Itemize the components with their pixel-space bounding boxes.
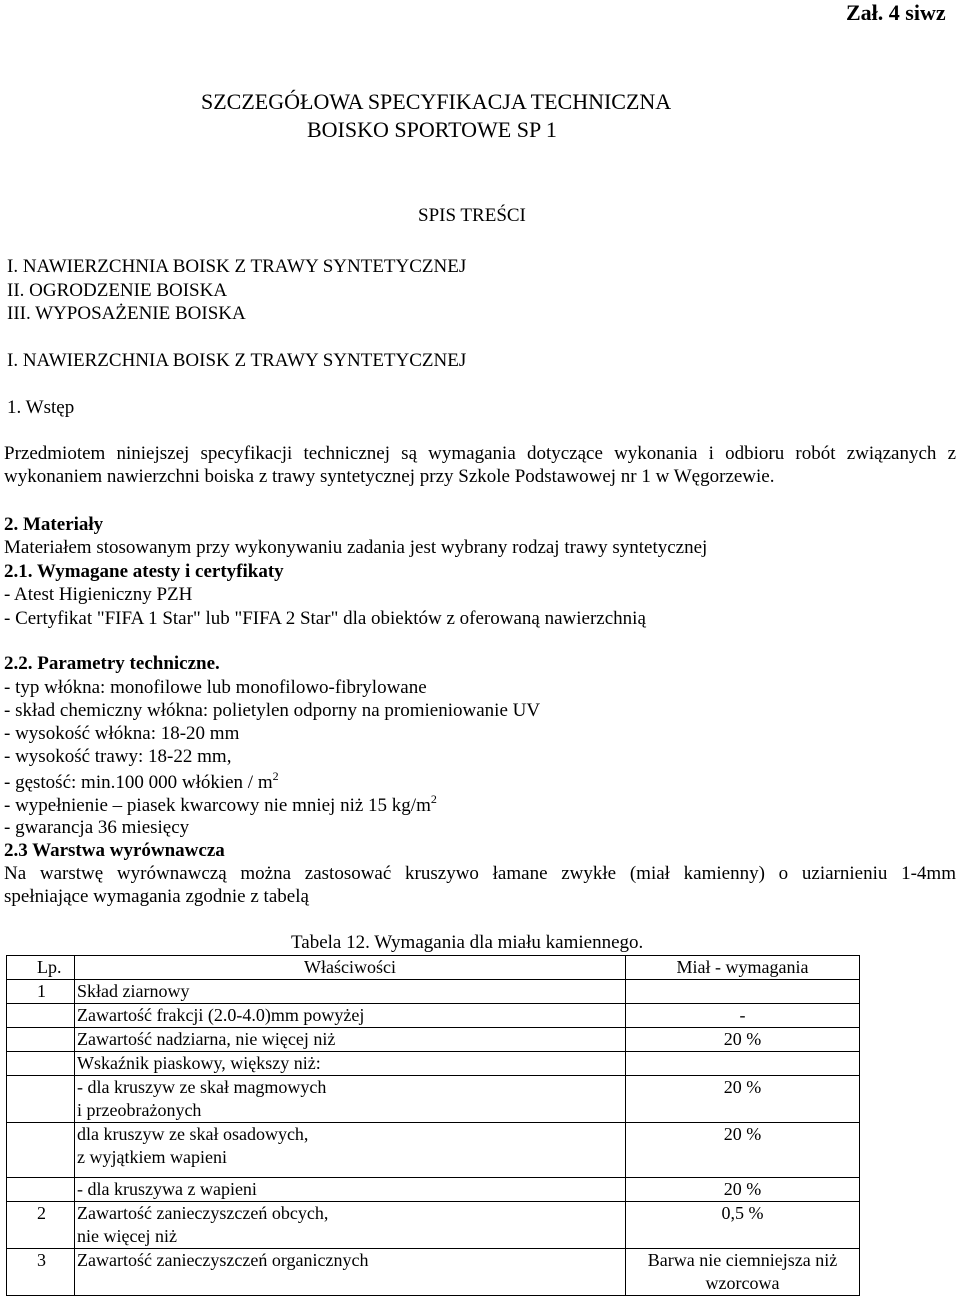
table-cell: [626, 980, 860, 1004]
table-row: [7, 1076, 860, 1123]
table-row: [7, 1249, 860, 1296]
table-row: [7, 1202, 860, 1249]
cell-text: - dla kruszyw ze skał magmowych: [77, 1077, 327, 1097]
cell-text: i przeobrażonych: [77, 1100, 202, 1120]
toc-item: III. WYPOSAŻENIE BOISKA: [7, 303, 246, 324]
table-cell: 20 %: [626, 1076, 860, 1123]
table-cell: 3: [7, 1249, 75, 1296]
table-row: [7, 1028, 860, 1052]
materials-text: Materiałem stosowanym przy wykonywaniu zadania jest wybrany rodzaj trawy syntetycznej: [4, 537, 708, 558]
table-cell: -: [626, 1004, 860, 1028]
table-row: [7, 1052, 860, 1076]
document-title-line1: SZCZEGÓŁOWA SPECYFIKACJA TECHNICZNA: [201, 89, 672, 114]
table-row: [7, 1178, 860, 1202]
table-cell: 20 %: [626, 1178, 860, 1202]
attachment-label: Zał. 4 siwz: [846, 0, 946, 25]
leveling-paragraph-line1: Na warstwę wyrównawczą można zastosować kruszywo łamane zwykłe (miał kamienny) o uziarnieniu 1-4mm: [4, 863, 956, 884]
intro-paragraph-line1: Przedmiotem niniejszej specyfikacji technicznej są wymagania dotyczące wykonania i odbioru robót związanych z: [4, 443, 956, 464]
table-cell: [626, 1052, 860, 1076]
toc-item: II. OGRODZENIE BOISKA: [7, 280, 228, 301]
parameter-item: - gwarancja 36 miesięcy: [4, 817, 190, 838]
table-cell: 2: [7, 1202, 75, 1249]
subsection-heading-parameters: 2.2. Parametry techniczne.: [4, 653, 220, 674]
header-cell: Miał - wymagania: [626, 956, 860, 980]
toc-heading: SPIS TREŚCI: [418, 205, 526, 226]
parameter-text: - gęstość: min.100 000 włókien / m: [4, 772, 273, 793]
parameter-text: - wypełnienie – piasek kwarcowy nie mniej niż 15 kg/m: [4, 795, 431, 816]
table-cell: Zawartość zanieczyszczeń organicznych: [75, 1249, 626, 1296]
intro-paragraph-line2: wykonaniem nawierzchni boiska z trawy syntetycznej przy Szkole Podstawowej nr 1 w Węgorzewie.: [4, 466, 775, 487]
table-cell: [75, 1123, 626, 1178]
leveling-paragraph-line2: spełniające wymagania zgodnie z tabelą: [4, 886, 309, 907]
table-header-row: [7, 956, 860, 980]
header-cell: Właściwości: [75, 956, 626, 980]
cell-text: dla kruszyw ze skał osadowych,: [77, 1124, 309, 1144]
document-title-line2: BOISKO SPORTOWE SP 1: [307, 117, 557, 142]
cell-spacer: [77, 1169, 623, 1177]
superscript: 2: [272, 769, 279, 783]
table-cell: - dla kruszywa z wapieni: [75, 1178, 626, 1202]
section-heading: I. NAWIERZCHNIA BOISK Z TRAWY SYNTETYCZNEJ: [7, 350, 467, 371]
table-cell: 0,5 %: [626, 1202, 860, 1249]
table-cell: 20 %: [626, 1028, 860, 1052]
table-cell: Zawartość frakcji (2.0-4.0)mm powyżej: [75, 1004, 626, 1028]
header-cell: Lp.: [7, 956, 75, 980]
subsection-heading-certificates: 2.1. Wymagane atesty i certyfikaty: [4, 561, 284, 582]
subsection-heading-materials: 2. Materiały: [4, 514, 104, 535]
table-cell: [7, 1123, 75, 1178]
cell-text: nie więcej niż: [77, 1226, 177, 1246]
certificate-item: - Atest Higieniczny PZH: [4, 584, 193, 605]
cell-text: Zawartość zanieczyszczeń obcych,: [77, 1203, 329, 1223]
table-cell: [626, 1249, 860, 1296]
table-cell: [7, 1178, 75, 1202]
parameter-item: - wysokość trawy: 18-22 mm,: [4, 746, 232, 767]
table-cell: Skład ziarnowy: [75, 980, 626, 1004]
table-caption: Tabela 12. Wymagania dla miału kamiennego.: [291, 932, 644, 953]
table-cell: [75, 1202, 626, 1249]
parameter-item: - skład chemiczny włókna: polietylen odporny na promieniowanie UV: [4, 700, 541, 721]
requirements-table: [6, 955, 860, 1296]
subsection-heading-leveling: 2.3 Warstwa wyrównawcza: [4, 840, 225, 861]
table-cell: [7, 1004, 75, 1028]
subsection-heading-intro: 1. Wstęp: [7, 397, 75, 418]
parameter-item: [4, 770, 279, 794]
cell-text: wzorcowa: [705, 1273, 780, 1293]
parameter-item: - wysokość włókna: 18-20 mm: [4, 723, 240, 744]
table-cell: 1: [7, 980, 75, 1004]
superscript: 2: [430, 792, 437, 806]
parameter-item: [4, 793, 437, 817]
table-row: [7, 1123, 860, 1178]
table-cell: [7, 1052, 75, 1076]
table-cell: [75, 1076, 626, 1123]
table-cell: Zawartość nadziarna, nie więcej niż: [75, 1028, 626, 1052]
cell-text: Barwa nie ciemniejsza niż: [647, 1250, 838, 1270]
table-cell: [7, 1076, 75, 1123]
table-cell: Wskaźnik piaskowy, większy niż:: [75, 1052, 626, 1076]
parameter-item: - typ włókna: monofilowe lub monofilowo-fibrylowane: [4, 677, 427, 698]
toc-item: I. NAWIERZCHNIA BOISK Z TRAWY SYNTETYCZNEJ: [7, 256, 467, 277]
table-row: [7, 980, 860, 1004]
table-cell: 20 %: [626, 1123, 860, 1178]
table-cell: [7, 1028, 75, 1052]
cell-text: z wyjątkiem wapieni: [77, 1147, 227, 1167]
table-row: [7, 1004, 860, 1028]
certificate-item: - Certyfikat "FIFA 1 Star" lub "FIFA 2 Star" dla obiektów z oferowaną nawierzchnią: [4, 608, 646, 629]
